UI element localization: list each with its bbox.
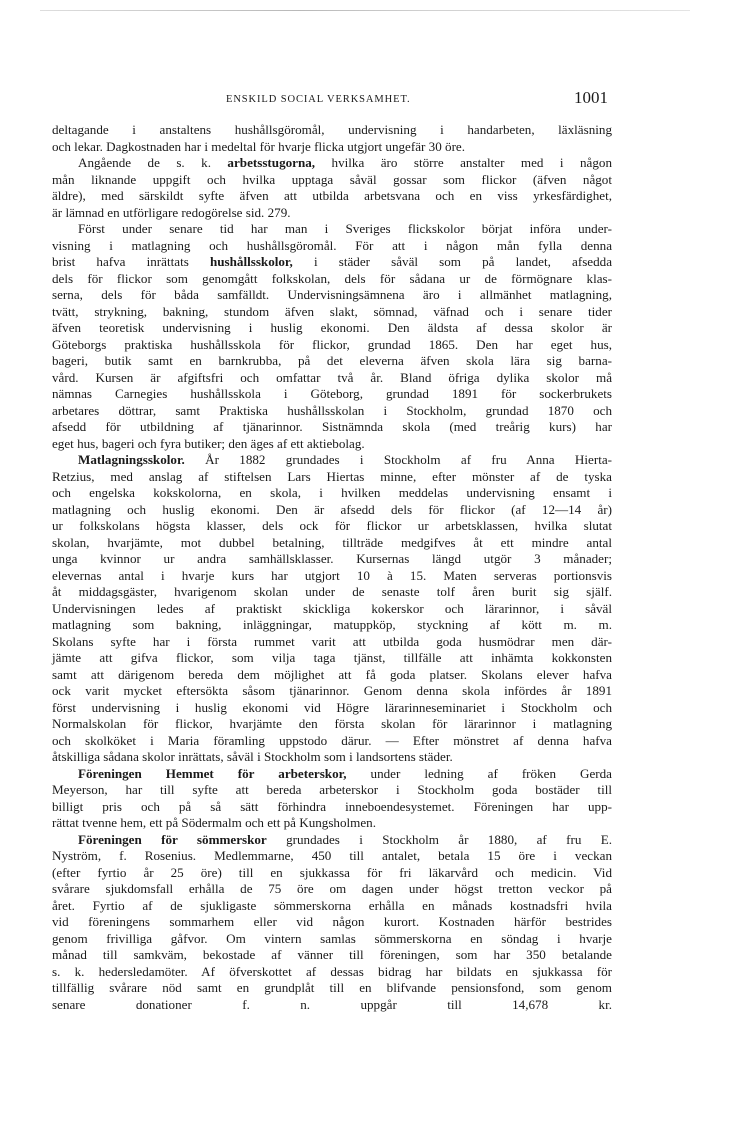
- text-line: elevernas antal i hvarje kurs har utgjort 10 à 15. Maten serveras portionsvis: [52, 567, 612, 583]
- text-line: dels för flickor som genomgått folkskolan, dels för sådana ur de förmögnare klas-: [52, 270, 612, 286]
- text-line: Undervisningen ledes af praktiskt skickliga kokerskor och lärarinnor, i såväl: [52, 600, 612, 616]
- text-line: och engelska kokskolorna, en skola, i hvilken meddelas undervisning ensamt i: [52, 485, 612, 500]
- line-text: År 1882 grundades i Stockholm af fru Anna Hierta-: [184, 452, 612, 467]
- text-line: arbetares döttrar, samt Praktiska hushållsskolan i Stockholm, grundad 1870 och: [52, 402, 612, 418]
- text-line: åtskilliga sådana skolor inrättats, såväl i Stockholm som i landsortens städer.: [52, 749, 453, 764]
- line-text: under ledning af fröken Gerda: [346, 765, 612, 781]
- text-line: vid föreningens sommarhem eller vid någon kurort. Kostnaden härför bestrides: [52, 914, 612, 929]
- text-line: Meyerson, har till syfte att bereda arbeterskor i Stockholm goda bostäder till: [52, 782, 612, 797]
- body-text: [52, 122, 612, 1013]
- text-line: är lämnad en utförligare redogörelse sid. 279.: [52, 204, 291, 220]
- text-line: genom frivilliga gåfvor. Om vintern samlas sömmerskorna en söndag i hvarje: [52, 930, 612, 946]
- running-title: ENSKILD SOCIAL VERKSAMHET.: [226, 94, 411, 105]
- text-line: åt middagsgäster, hvarigenom skolan under de senaste tolf åren burit sig själf.: [52, 584, 612, 599]
- text-line: Nyström, f. Rosenius. Medlemmarne, 450 till antalet, betala 15 öre i veckan: [52, 848, 612, 863]
- text-line: tillfällig svårare nöd samt en grundplåt till en blifvande pensionsfond, som genom: [52, 980, 612, 995]
- text-line: samt att därigenom bereda dem möjlighet att få goda platser. Skolans elever hafva: [52, 666, 612, 682]
- text-line: unga kvinnor ur andra samhällsklasser. Kursernas längd utgör 3 månader;: [52, 551, 612, 566]
- text-line: vård. Kursen är afgiftsfri och omfattar två år. Bland öfriga dylika skolor må: [52, 369, 612, 385]
- text-line: ur folkskolans högsta klasser, dels ock för flickor ur arbetsklassen, hvilka slutat: [52, 518, 612, 533]
- line-text: brist hafva inrättats: [52, 254, 210, 269]
- text-line: skolan, hvarjämte, mot dubbel betalning, tillträde medgifves åt ett mindre antal: [52, 534, 612, 550]
- text-line: nämnas Carnegies hushållsskola i Göteborg, grundad 1891 för sockerbrukets: [52, 386, 612, 401]
- text-line: först undervisning i huslig ekonomi vid Högre lärarinneseminariet i Stockholm och: [52, 699, 612, 715]
- text-line: [52, 254, 612, 271]
- text-line: månad till samkväm, bekostade af vänner till föreningen, som har 350 betalande: [52, 947, 612, 962]
- text-line: matlagning och huslig ekonomi. Den är afsedd dels för flickor (af 12—14 år): [52, 501, 612, 517]
- bold-heading: Föreningen Hemmet för arbeterskor,: [78, 765, 347, 781]
- text-line: Skolans syfte har i första rummet varit att utbilda goda husmödrar men där-: [52, 633, 612, 649]
- text-line: eget hus, bageri och fyra butiker; den äges af ett aktiebolag.: [52, 435, 365, 451]
- text-line: rättat tvenne hem, ett på Södermalm och ett på Kungsholmen.: [52, 815, 376, 830]
- text-line: s. k. hedersledamöter. Af öfverskottet af dessas bidrag har bildats en sjukkassa för: [52, 963, 612, 979]
- text-line: senare donationer f. n. uppgår till 14,678 kr.: [52, 996, 612, 1012]
- text-line: matlagning som bakning, inläggningar, matuppköp, styckning af kött m. m.: [52, 617, 612, 632]
- line-text: Angående de s. k.: [78, 155, 228, 170]
- text-line: afsedd för utbildning af tjänarinnor. Sistnämnda skola (med treårig kurs) har: [52, 419, 612, 434]
- bold-heading: Matlagningsskolor.: [78, 452, 185, 467]
- page-number: 1001: [574, 88, 608, 107]
- text-line: och skolköket i Maria föramling uppstodo därur. — Efter mönstret af denna hafva: [52, 732, 612, 748]
- text-line: äldre), med särskildt syfte äfven att utbilda arbetsvana och en viss yrkesfärdighet,: [52, 188, 612, 203]
- text-line: deltagande i anstaltens hushållsgöromål, undervisning i handarbeten, läxläsning: [52, 122, 612, 137]
- text-line: serna, dels för båda samfälldt. Undervisningsämnena äro i allmänhet matlagning,: [52, 287, 612, 302]
- text-line: billigt pris och på så sätt förhindra inneboendesystemet. Föreningen har upp-: [52, 798, 612, 814]
- text-line: äfven teoretisk undervisning i huslig ekonomi. Den äldsta af dessa skolor är: [52, 320, 612, 335]
- text-line: [52, 155, 612, 172]
- text-line: Göteborgs praktiska hushållsskola för flickor, grundad 1865. Den har eget hus,: [52, 336, 612, 352]
- text-line: Normalskolan för flickor, hvarjämte den första skolan för lärarinnor i matlagning: [52, 716, 612, 731]
- text-line: ock varit mycket eftersökta såsom tjänarinnor. Genom denna skola infördes år 1891: [52, 683, 612, 698]
- bold-heading: arbetsstugorna,: [227, 155, 316, 170]
- text-line: jämte att gifva flickor, som vilja taga tjänst, tillfälle att inhämta kokkonsten: [52, 650, 612, 665]
- text-line: [52, 452, 612, 469]
- text-line: [52, 832, 612, 849]
- page-header: [52, 88, 612, 112]
- bold-heading: hushållsskolor,: [209, 254, 293, 269]
- text-line: och lekar. Dagkostnaden har i medeltal för hvarje flicka utgjort ungefär 30 öre.: [52, 138, 466, 154]
- bold-heading: Föreningen för sömmerskor: [78, 831, 267, 847]
- scan-edge-line: [40, 10, 690, 11]
- text-line: tvätt, strykning, bakning, stundom äfven slakt, sömnad, väfnad och i senare tider: [52, 303, 612, 319]
- line-text: grundades i Stockholm år 1880, af fru E.: [266, 831, 612, 847]
- text-line: året. Fyrtio af de sjukligaste sömmerskorna erhålla en månads kostnadsfri hvila: [52, 897, 612, 913]
- text-line: Först under senare tid har man i Sveriges flickskolor börjat införa under-: [78, 221, 612, 236]
- text-line: Retzius, med anslag af stiftelsen Lars Hiertas minne, efter mönster af de tyska: [52, 468, 612, 484]
- text-line: [52, 766, 612, 783]
- text-line: svårare sjukdomsfall erhålla de 75 öre om dagen under högst tretton veckor på: [52, 881, 612, 896]
- text-line: mån liknande uppgift och hvilka upptaga såväl gossar som flickor (äfven något: [52, 171, 612, 187]
- line-text: hvilka äro större anstalter med i någon: [315, 155, 612, 170]
- text-line: bageri, butik samt en barnkrubba, på det eleverna äfven skola lära sig barna-: [52, 353, 612, 368]
- text-line: (efter fyrtio år 25 öre) till en sjukkassa för fri läkarvård och medicin. Vid: [52, 864, 612, 880]
- text-line: visning i matlagning och hushållsgöromål. För att i någon mån fylla denna: [52, 237, 612, 253]
- line-text: i städer såväl som på landet, afsedda: [292, 254, 613, 269]
